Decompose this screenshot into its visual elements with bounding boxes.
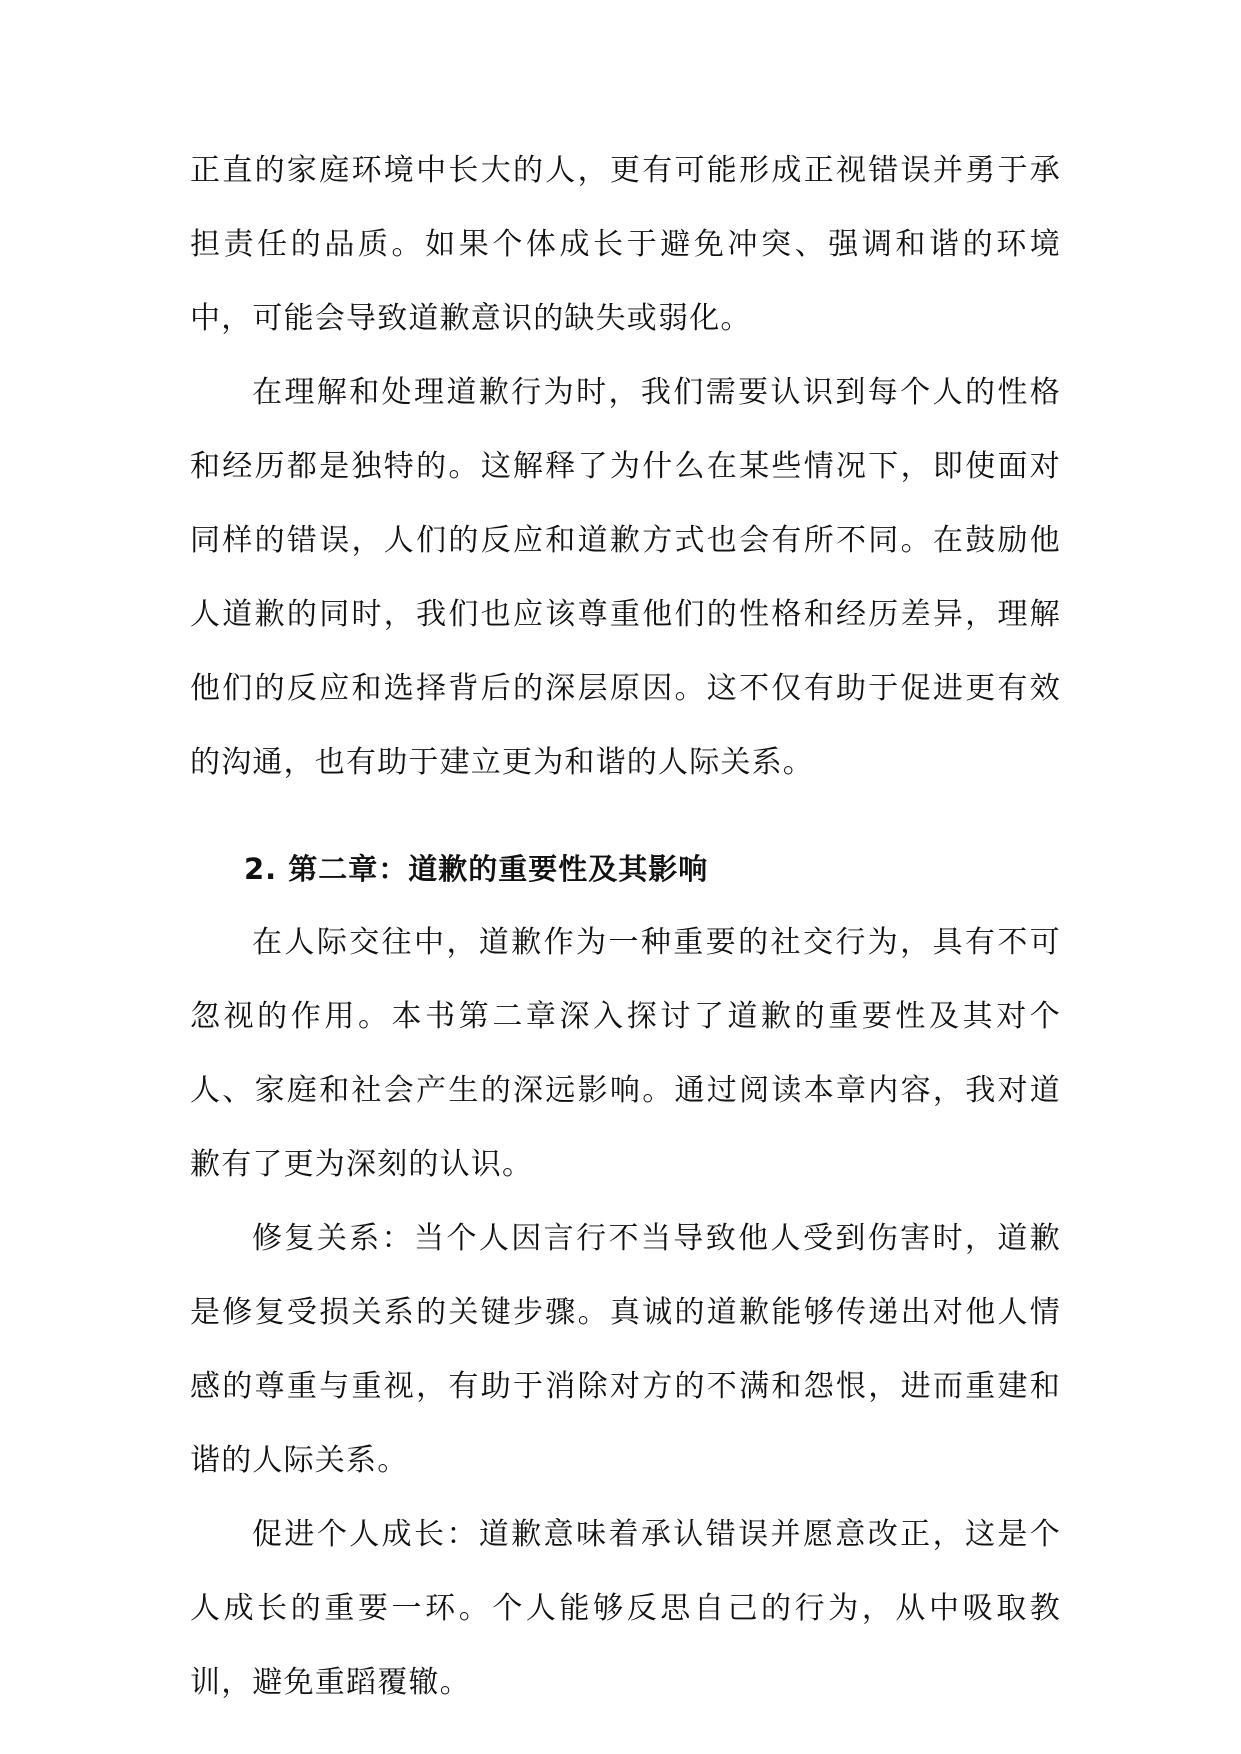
paragraph-intro: 在人际交往中，道歉作为一种重要的社交行为，具有不可忽视的作用。本书第二章深入探讨了道歉的重要性及其对个人、家庭和社会产生的深远影响。通过阅读本章内容，我对道歉有了更为深刻的认识。 — [190, 925, 1061, 1182]
paragraph-continuation: 正直的家庭环境中长大的人，更有可能形成正视错误并勇于承担责任的品质。如果个体成长于避免冲突、强调和谐的环境中，可能会导致道歉意识的缺失或弱化。 — [190, 153, 1061, 336]
paragraph-personality: 在理解和处理道歉行为时，我们需要认识到每个人的性格和经历都是独特的。这解释了为什么在某些情况下，即使面对同样的错误，人们的反应和道歉方式也会有所不同。在鼓励他人道歉的同时，我们也应该尊重他们的性格和经历差异，理解他们的反应和选择背后的深层原因。这不仅有助于促进更有效的沟通，也有助于建立更为和谐的人际关系。 — [190, 375, 1061, 780]
paragraph-personal-growth: 促进个人成长：道歉意味着承认错误并愿意改正，这是个人成长的重要一环。个人能够反思自己的行为，从中吸取教训，避免重蹈覆辙。 — [190, 1517, 1061, 1700]
section-heading: 2. 第二章：道歉的重要性及其影响 — [244, 852, 709, 886]
paragraph-repair-relationship: 修复关系：当个人因言行不当导致他人受到伤害时，道歉是修复受损关系的关键步骤。真诚的道歉能够传递出对他人情感的尊重与重视，有助于消除对方的不满和怨恨，进而重建和谐的人际关系。 — [190, 1221, 1061, 1478]
